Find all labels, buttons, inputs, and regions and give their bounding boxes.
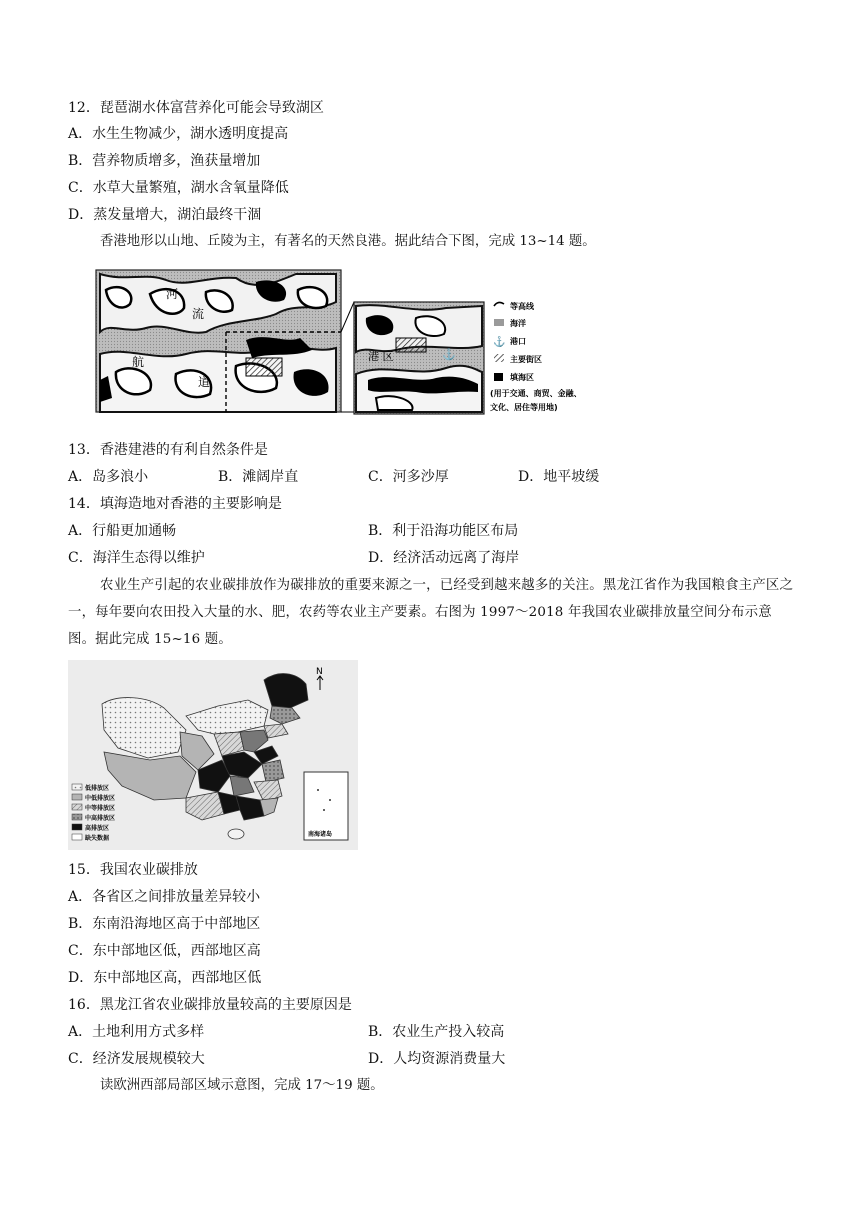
question-12-option-d: D．蒸发量增大，湖泊最终干涸 [68, 207, 262, 223]
question-13-option-b: B．滩阔岸直 [218, 469, 299, 485]
region-jiangsu [262, 760, 284, 782]
china-carbon-map-figure [68, 660, 358, 850]
map-label-dao: 道 [198, 375, 211, 389]
legend-note-2: 文化、居住等用地) [490, 403, 558, 412]
zoom-port-icon: ⚓ [442, 348, 456, 361]
hk-intro: 香港地形以山地、丘陵为主，有著名的天然良港。据此结合下图，完成 13~14 题。 [100, 234, 596, 249]
mid-high-emission-icon [72, 814, 82, 820]
contour-icon [494, 302, 504, 306]
hk-map-figure [86, 262, 626, 424]
question-16-option-a: A．土地利用方式多样 [68, 1024, 205, 1040]
legend-low-label: 低排放区 [85, 785, 110, 792]
question-15-option-b: B．东南沿海地区高于中部地区 [68, 916, 261, 932]
question-14-option-b: B．利于沿海功能区布局 [368, 523, 519, 539]
reclaim-icon [494, 373, 503, 381]
question-16-option-d: D．人均资源消费量大 [368, 1051, 506, 1067]
question-12-option-c: C．水草大量繁殖，湖水含氧量降低 [68, 180, 289, 196]
legend-contour-label: 等高线 [510, 302, 534, 311]
low-emission-icon [72, 784, 82, 790]
legend-ocean-label: 海洋 [510, 319, 526, 328]
inset-label: 南海诸岛 [308, 831, 333, 838]
map-label-hang: 航 [132, 355, 145, 369]
map-label-liu: 流 [192, 307, 205, 321]
question-14-option-d: D．经济活动远离了海岸 [368, 550, 520, 566]
question-15-stem: 15．我国农业碳排放 [68, 862, 198, 878]
question-15-option-d: D．东中部地区高，西部地区低 [68, 970, 262, 986]
legend-port-label: 港口 [510, 337, 526, 346]
question-15-option-a: A．各省区之间排放量差异较小 [68, 889, 261, 905]
hk-zoom-map [354, 302, 484, 414]
legend-mid-high-label: 中高排放区 [85, 815, 116, 822]
region-hainan [228, 829, 244, 839]
question-16-stem: 16．黑龙江省农业碳排放量较高的主要原因是 [68, 997, 352, 1013]
carbon-intro: 农业生产引起的农业碳排放作为碳排放的重要来源之一，已经受到越来越多的关注。黑龙江省作为我国粮食主产区之一，每年要向农田投入大量的水、肥，农药等农业主产要素。右图为 1997～2018 年我国农业碳排放量空间分布示意图。据此完成 15~16 题。 [68, 578, 794, 647]
hk-main-map [96, 270, 341, 412]
mid-low-emission-icon [72, 794, 82, 800]
question-16-option-b: B．农业生产投入较高 [368, 1024, 505, 1040]
question-13-stem: 13．香港建港的有利自然条件是 [68, 442, 268, 458]
map-label-gangqu: 港 区 [368, 350, 394, 363]
legend-missing-label: 缺失数据 [85, 835, 110, 842]
question-14-option-a: A．行船更加通畅 [68, 523, 177, 539]
hk-map-svg [86, 262, 626, 424]
legend-note-1: (用于交通、商贸、金融、 [490, 389, 582, 398]
legend-high-label: 高排放区 [85, 825, 110, 832]
legend-mid-label: 中等排放区 [85, 805, 116, 812]
port-icon: ⚓ [493, 337, 506, 348]
legend-mid-low-label: 中低排放区 [85, 795, 116, 802]
legend-street-label: 主要街区 [510, 355, 542, 364]
question-13-option-c: C．河多沙厚 [368, 469, 449, 485]
legend-reclaim-label: 填海区 [510, 373, 534, 382]
question-14-stem: 14．填海造地对香港的主要影响是 [68, 496, 282, 512]
north-label: N [316, 667, 323, 677]
question-14-option-c: C．海洋生态得以维护 [68, 550, 205, 566]
mid-emission-icon [72, 804, 82, 810]
south-sea-inset [304, 772, 348, 840]
street-icon [494, 354, 504, 362]
question-12-option-b: B．营养物质增多，渔获量增加 [68, 153, 261, 169]
china-map-svg [68, 660, 358, 850]
missing-data-icon [72, 834, 82, 840]
question-16-option-c: C．经济发展规模较大 [68, 1051, 205, 1067]
question-15-option-c: C．东中部地区低，西部地区高 [68, 943, 261, 959]
map-label-he: 河 [166, 287, 179, 301]
hk-map-legend [490, 301, 582, 412]
europe-intro: 读欧洲西部局部区域示意图，完成 17～19 题。 [100, 1078, 384, 1093]
question-12-option-a: A．水生生物减少，湖水透明度提高 [68, 126, 289, 142]
question-13-option-a: A．岛多浪小 [68, 469, 149, 485]
question-13-option-d: D．地平坡缓 [518, 469, 600, 485]
high-emission-icon [72, 824, 82, 830]
ocean-icon [494, 319, 504, 326]
question-12-stem: 12．琵琶湖水体富营养化可能会导致湖区 [68, 100, 324, 116]
